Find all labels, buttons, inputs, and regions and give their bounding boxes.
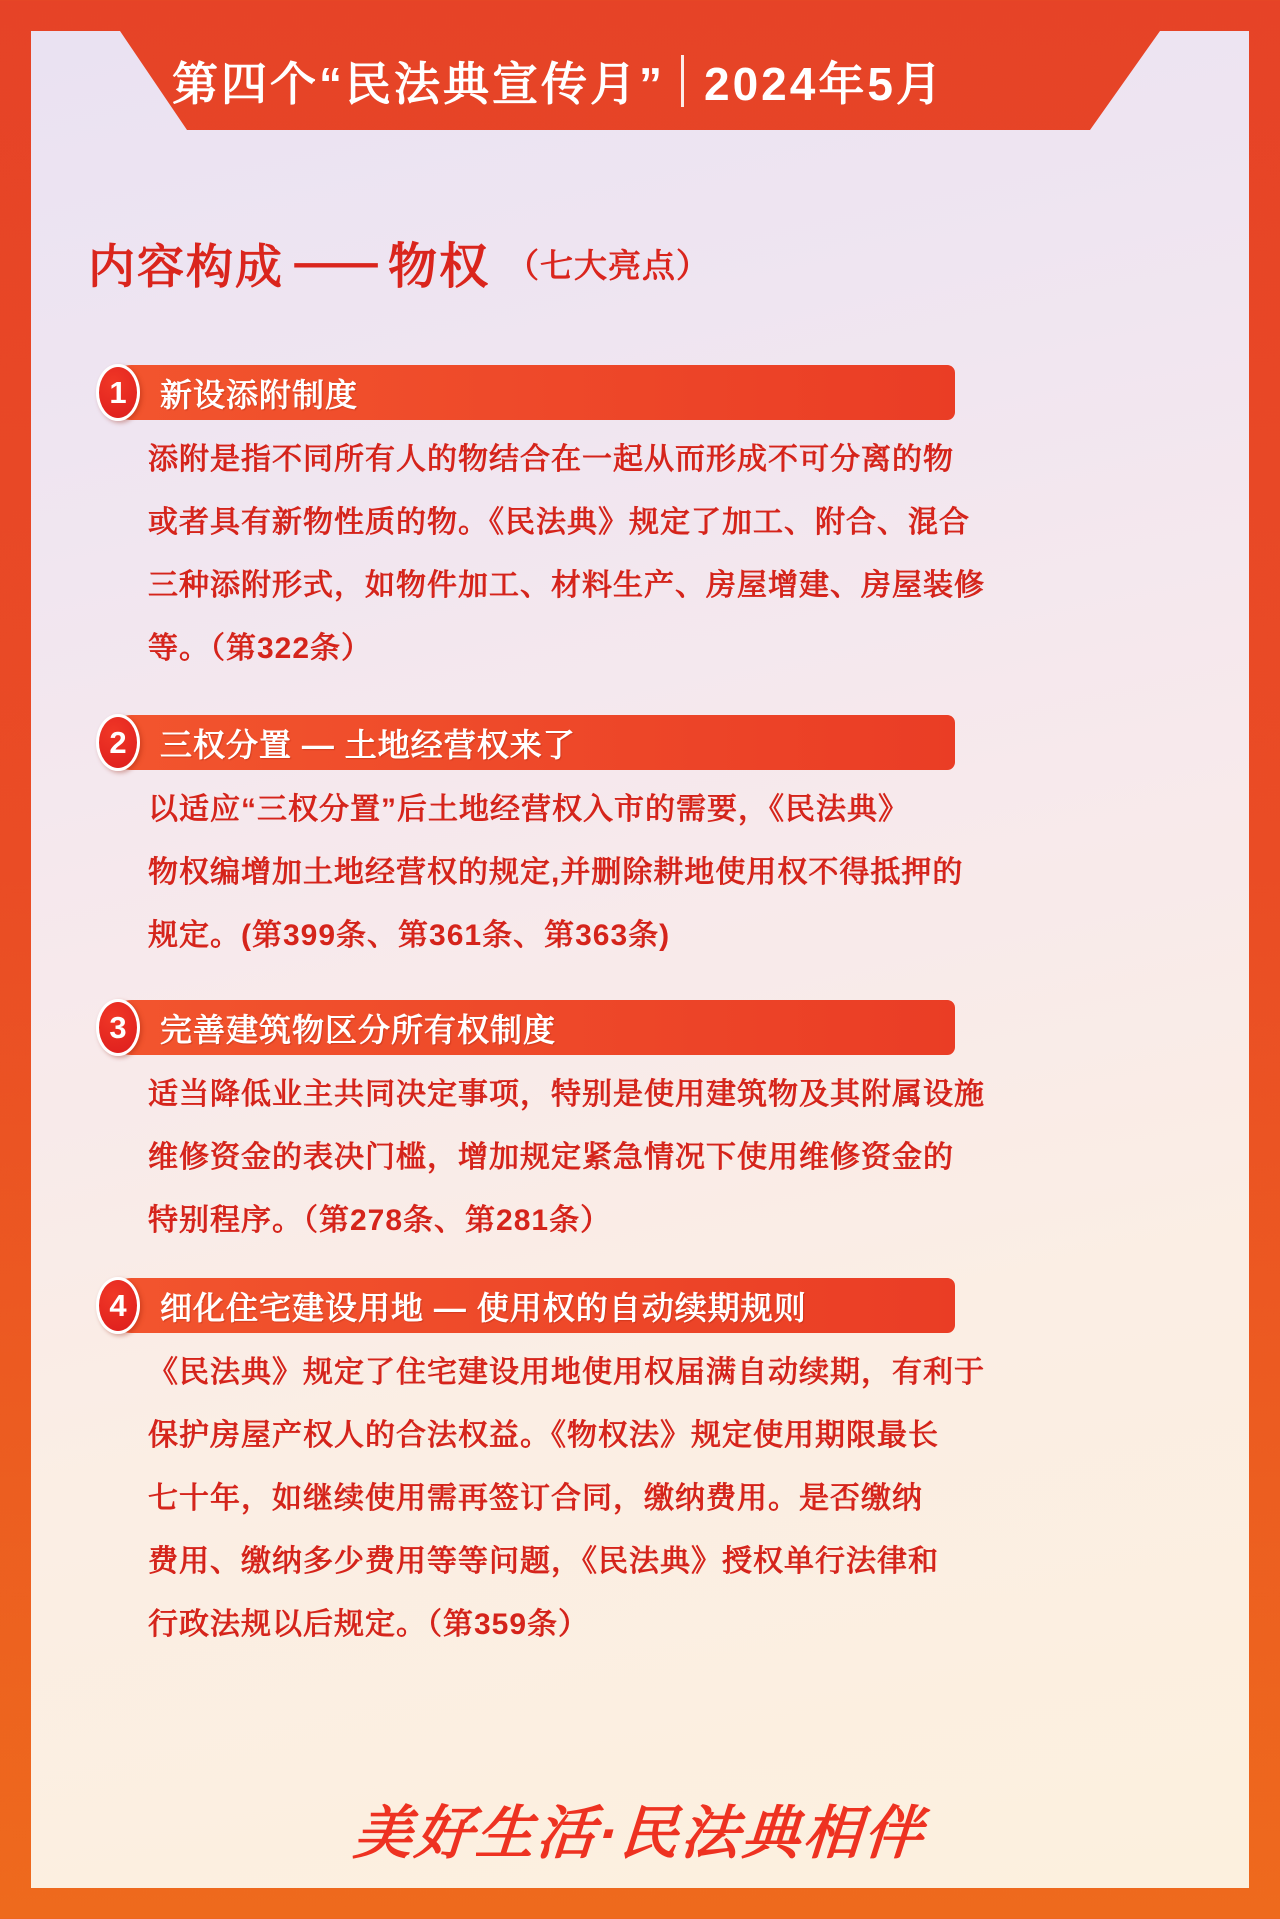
section-4-line: 七十年，如继续使用需再签订合同，缴纳费用。是否缴纳 [148, 1482, 923, 1515]
section-3-line: 特别程序。（第278条、第281条） [148, 1204, 612, 1237]
section-3-line: 维修资金的表决门槛，增加规定紧急情况下使用维修资金的 [148, 1141, 954, 1174]
section-1-line: 添附是指不同所有人的物结合在一起从而形成不可分离的物 [148, 443, 954, 476]
page-title-suffix: （七大亮点） [506, 246, 711, 284]
section-1-number-badge: 1 [96, 364, 140, 421]
section-4-heading: 细化住宅建设用地 — 使用权的自动续期规则 [160, 1289, 807, 1326]
section-1-line: 三种添附形式，如物件加工、材料生产、房屋增建、房屋装修 [148, 569, 985, 602]
banner [172, 31, 945, 130]
section-4-body [148, 1341, 985, 1656]
section-1-header-bar [104, 365, 955, 420]
section-3-heading: 完善建筑物区分所有权制度 [160, 1011, 557, 1048]
section-3-line: 适当降低业主共同决定事项，特别是使用建筑物及其附属设施 [148, 1078, 985, 1111]
banner-title-left: 第四个“民法典宣传月” [172, 57, 665, 110]
section-3-header-bar [104, 1000, 955, 1055]
section-1-line: 等。（第322条） [148, 632, 373, 665]
title-dash: — [294, 238, 378, 287]
section-2-line: 以适应“三权分置”后土地经营权入市的需要，《民法典》 [148, 793, 909, 826]
banner-title-right: 2024年5月 [704, 57, 945, 110]
footer-slogan: 美好生活·民法典相伴 [351, 1801, 928, 1866]
section-1-heading: 新设添附制度 [160, 376, 359, 413]
section-2-line: 物权编增加土地经营权的规定,并删除耕地使用权不得抵押的 [148, 856, 964, 889]
section-4-number-badge: 4 [96, 1277, 140, 1334]
section-2-heading: 三权分置 — 土地经营权来了 [160, 726, 576, 763]
section-2-number-badge: 2 [96, 714, 140, 771]
banner-divider [681, 55, 684, 107]
section-1-body [148, 428, 985, 680]
section-4-line: 《民法典》规定了住宅建设用地使用权届满自动续期，有利于 [148, 1356, 985, 1389]
section-2-line: 规定。(第399条、第361条、第363条) [148, 919, 671, 952]
page-title-emphasis: 物权 [388, 240, 491, 294]
section-1-line: 或者具有新物性质的物。《民法典》规定了加工、附合、混合 [148, 506, 970, 539]
section-3-number-badge: 3 [96, 999, 140, 1056]
section-4-line: 保护房屋产权人的合法权益。《物权法》规定使用期限最长 [148, 1419, 939, 1452]
page-title [88, 228, 710, 298]
section-4-line: 费用、缴纳多少费用等等问题，《民法典》授权单行法律和 [148, 1545, 939, 1578]
section-2-header-bar [104, 715, 955, 770]
section-3-body [148, 1063, 985, 1252]
section-4-header-bar [104, 1278, 955, 1333]
page-title-prefix: 内容构成 [88, 239, 284, 293]
section-2-body [148, 778, 963, 967]
section-4-line: 行政法规以后规定。（第359条） [148, 1608, 590, 1641]
